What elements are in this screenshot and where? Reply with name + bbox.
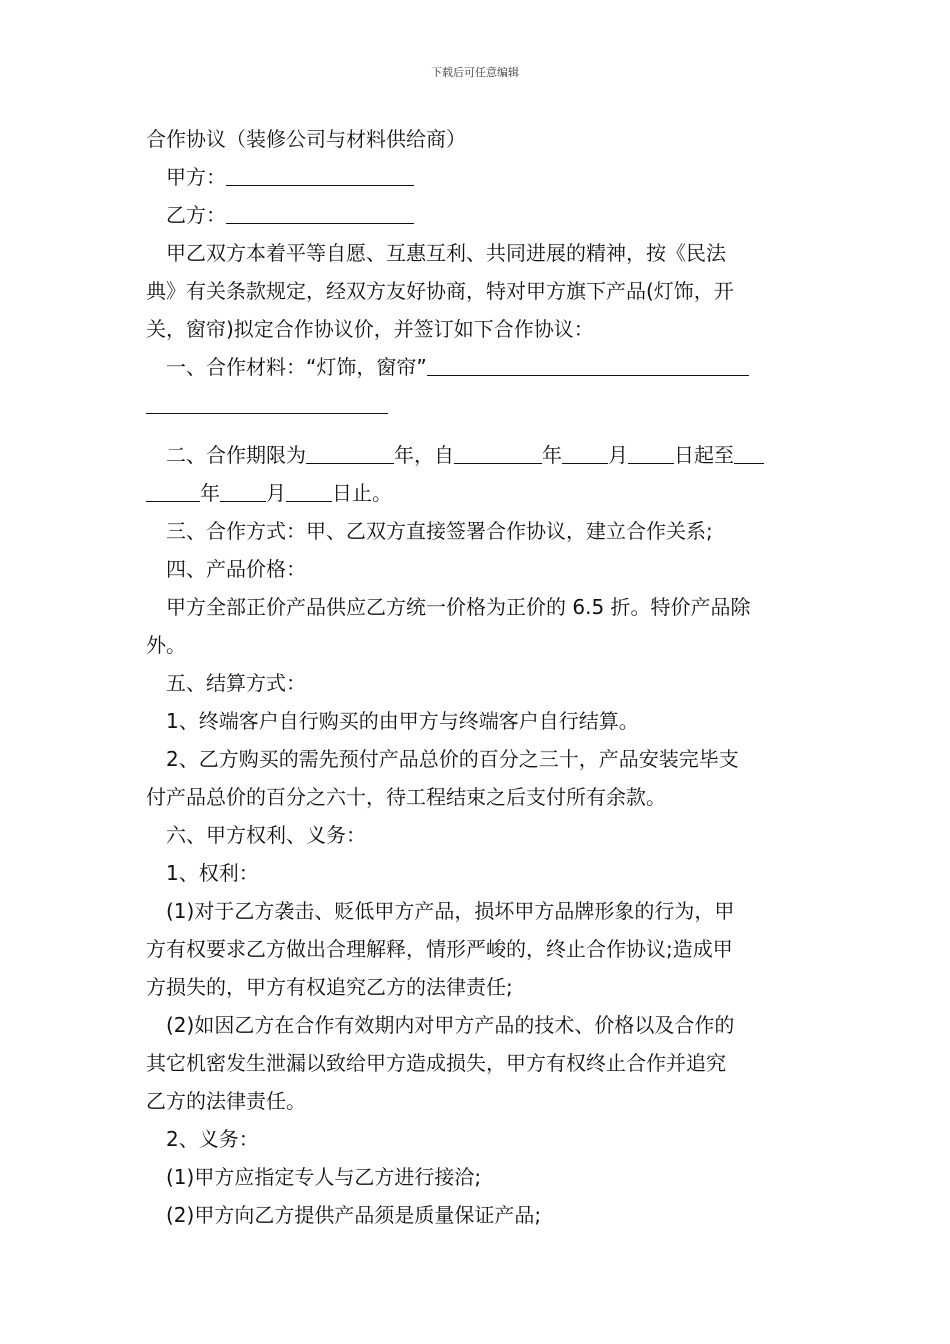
section-4: 四、产品价格： [166, 557, 306, 581]
section-6-duties: 2、义务： [166, 1127, 259, 1151]
section-6-rights: 1、权利： [166, 861, 259, 885]
material-blank-2[interactable] [146, 386, 388, 414]
party-b-line [146, 196, 808, 234]
section-2-line [146, 436, 808, 474]
document-body [146, 120, 808, 1234]
section-1-line [146, 348, 808, 386]
rights-item-1b: 方有权要求乙方做出合理解释，情形严峻的，终止合作协议;造成甲 [146, 937, 733, 961]
section-5: 五、结算方式： [166, 671, 306, 695]
party-b-label: 乙方： [166, 203, 226, 227]
s2-part-2: 年，自 [394, 443, 454, 467]
rights-item-2c: 乙方的法律责任。 [146, 1089, 306, 1113]
section-2-cont [146, 474, 808, 512]
intro-line-1: 甲乙双方本着平等自愿、互惠互利、共同进展的精神，按《民法 [166, 241, 726, 265]
party-b-blank[interactable] [226, 196, 414, 224]
rights-item-1c: 方损失的，甲方有权追究乙方的法律责任; [146, 975, 513, 999]
section-6: 六、甲方权利、义务： [166, 823, 366, 847]
start-month-blank[interactable] [562, 436, 608, 464]
s2-part-3: 年 [542, 443, 562, 467]
section-4-body-2: 外。 [146, 633, 186, 657]
section-5-item-1: 1、终端客户自行购买的由甲方与终端客户自行结算。 [166, 709, 639, 733]
duties-item-2: (2)甲方向乙方提供产品须是质量保证产品; [166, 1203, 542, 1227]
intro-line-3: 关，窗帘)拟定合作协议价，并签订如下合作协议： [146, 317, 594, 341]
start-year-blank[interactable] [454, 436, 542, 464]
section-5-item-2b: 付产品总价的百分之六十，待工程结束之后支付所有余款。 [146, 785, 666, 809]
page-header: 下载后可任意编辑 [431, 66, 519, 79]
doc-title: 合作协议（装修公司与材料供给商） [146, 127, 466, 151]
end-year-blank-b[interactable] [146, 474, 200, 502]
s2-part-8: 日止。 [332, 481, 392, 505]
end-month-blank[interactable] [220, 474, 266, 502]
s2-part-4: 月 [608, 443, 628, 467]
end-day-blank[interactable] [286, 474, 332, 502]
s2-part-1: 二、合作期限为 [166, 443, 306, 467]
material-blank-1[interactable] [427, 348, 749, 376]
s2-part-7: 月 [266, 481, 286, 505]
section-5-item-2a: 2、乙方购买的需先预付产品总价的百分之三十，产品安装完毕支 [166, 747, 739, 771]
rights-item-2a: (2)如因乙方在合作有效期内对甲方产品的技术、价格以及合作的 [166, 1013, 735, 1037]
s2-part-6: 年 [200, 481, 220, 505]
start-day-blank[interactable] [628, 436, 674, 464]
term-years-blank[interactable] [306, 436, 394, 464]
party-a-label: 甲方： [166, 165, 226, 189]
intro-line-2: 典》有关条款规定，经双方友好协商，特对甲方旗下产品(灯饰，开 [146, 279, 734, 303]
party-a-blank[interactable] [226, 158, 414, 186]
rights-item-1a: (1)对于乙方袭击、贬低甲方产品，损坏甲方品牌形象的行为，甲 [166, 899, 735, 923]
section-3: 三、合作方式：甲、乙双方直接签署合作协议，建立合作关系; [166, 519, 713, 543]
s2-part-5: 日起至 [674, 443, 734, 467]
party-a-line [146, 158, 808, 196]
rights-item-2b: 其它机密发生泄漏以致给甲方造成损失，甲方有权终止合作并追究 [146, 1051, 726, 1075]
end-year-blank-a[interactable] [734, 436, 764, 464]
section-4-body-1: 甲方全部正价产品供应乙方统一价格为正价的 6.5 折。特价产品除 [166, 595, 751, 619]
section-1-cont [146, 386, 808, 424]
section-1-text: 一、合作材料：“灯饰，窗帘” [166, 355, 427, 379]
duties-item-1: (1)甲方应指定专人与乙方进行接洽; [166, 1165, 482, 1189]
